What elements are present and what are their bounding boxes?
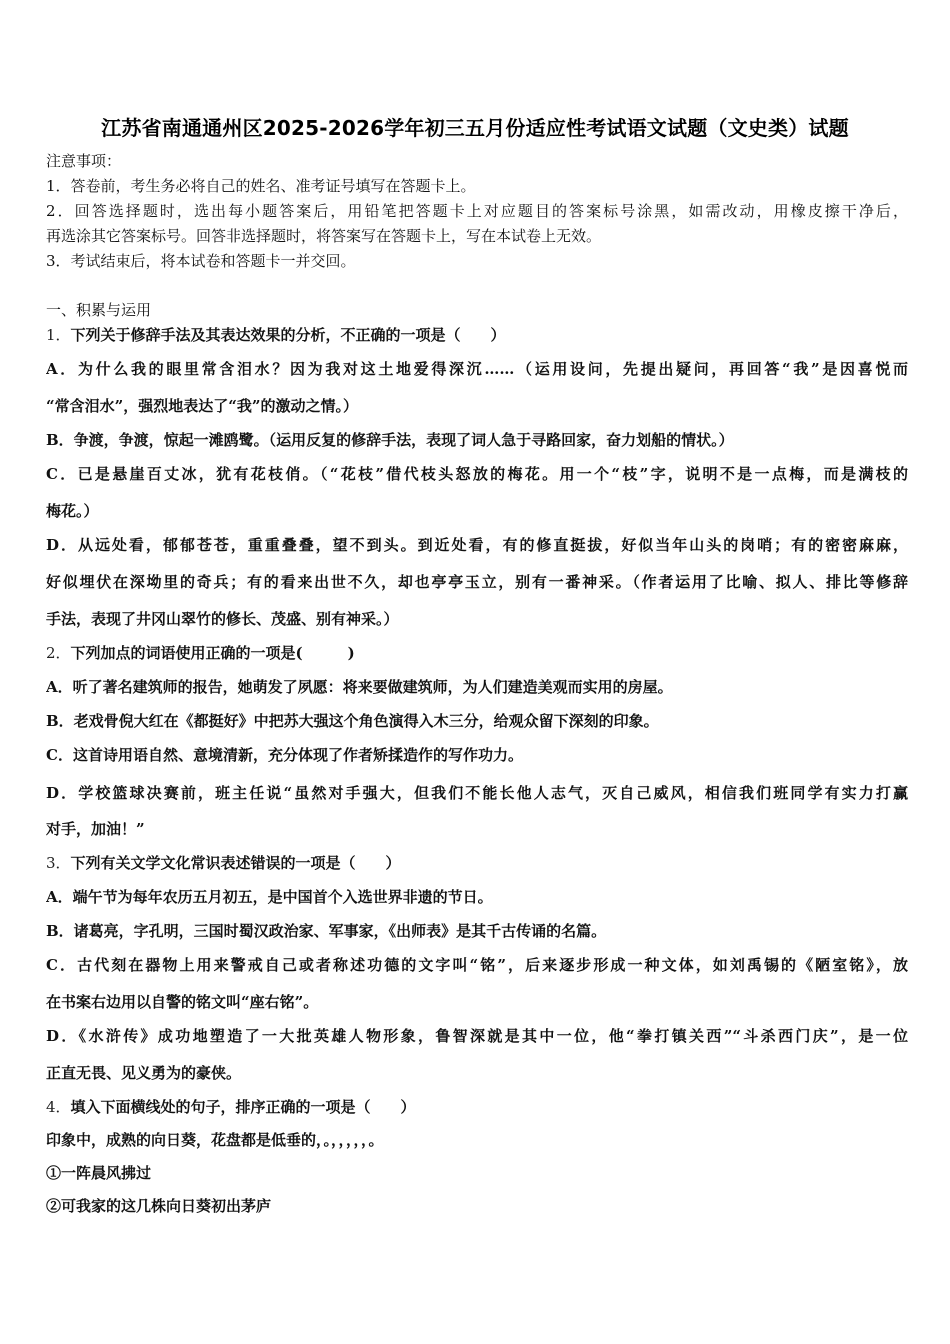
notice-item: 再选涂其它答案标号。回答非选择题时，将答案写在答题卡上，写在本试卷上无效。 <box>46 227 602 245</box>
question-text: 下列关于修辞手法及其表达效果的分析，不正确的一项是（ ） <box>70 326 506 344</box>
question-1-stem <box>46 325 908 345</box>
question-number: 2． <box>46 644 71 662</box>
section-heading: 一、积累与运用 <box>46 301 152 319</box>
question-number: 1． <box>46 326 71 344</box>
question-4-sentence: 印象中，成熟的向日葵，花盘都是低垂的，。，，，，，。 <box>46 1131 384 1149</box>
option-line: A．端午节为每年农历五月初五，是中国首个入选世界非遗的节日。 <box>46 888 493 906</box>
notice-item: 3．考试结束后，将本试卷和答题卡一并交回。 <box>46 252 356 270</box>
option-line: “常含泪水”，强烈地表达了“我”的激动之情。） <box>46 397 359 415</box>
question-4-clause: ②可我家的这几株向日葵初出茅庐 <box>46 1197 272 1215</box>
option-line: D．《水浒传》成功地塑造了一大批英雄人物形象，鲁智深就是其中一位，他“拳打镇关西”“斗杀西门庆”，是一位 <box>46 1027 908 1045</box>
option-line: C．这首诗用语自然、意境清新，充分体现了作者矫揉造作的写作功力。 <box>46 746 523 764</box>
question-number: 4． <box>46 1098 71 1116</box>
option-line: D．学校篮球决赛前，班主任说“虽然对手强大，但我们不能长他人志气，灭自己威风，相信我们班同学有实力打赢 <box>46 784 908 802</box>
option-line: 好似埋伏在深坳里的奇兵；有的看来出世不久，却也亭亭玉立，别有一番神采。（作者运用了比喻、拟人、排比等修辞 <box>46 573 908 591</box>
question-number: 3． <box>46 854 71 872</box>
question-text: 下列加点的词语使用正确的一项是( ) <box>70 644 355 662</box>
option-line: 梅花。） <box>46 502 99 520</box>
question-4-clause: ①一阵晨风拂过 <box>46 1164 152 1182</box>
question-4-stem <box>46 1097 908 1117</box>
option-line: A．为什么我的眼里常含泪水？因为我对这土地爱得深沉……（运用设问，先提出疑问，再回答“我”是因喜悦而 <box>46 360 908 378</box>
question-3-stem <box>46 853 908 873</box>
notice-heading: 注意事项： <box>46 152 122 170</box>
option-line: B．争渡，争渡，惊起一滩鸥鹭。（运用反复的修辞手法，表现了词人急于寻路回家，奋力划船的情状。） <box>46 431 734 449</box>
option-line: B．诸葛亮，字孔明，三国时蜀汉政治家、军事家，《出师表》是其千古传诵的名篇。 <box>46 922 607 940</box>
question-text: 下列有关文学文化常识表述错误的一项是（ ） <box>70 854 401 872</box>
option-line: D．从远处看，郁郁苍苍，重重叠叠，望不到头。到近处看，有的修直挺拔，好似当年山头的岗哨；有的密密麻麻， <box>46 536 908 554</box>
option-line: 手法，表现了井冈山翠竹的修长、茂盛、别有神采。） <box>46 610 399 628</box>
option-line: 正直无畏、见义勇为的豪侠。 <box>46 1064 242 1082</box>
option-line: A．听了著名建筑师的报告，她萌发了夙愿：将来要做建筑师，为人们建造美观而实用的房屋。 <box>46 678 673 696</box>
question-text: 填入下面横线处的句子，排序正确的一项是（ ） <box>70 1098 416 1116</box>
option-line: 对手，加油！” <box>46 820 145 838</box>
notice-item: 1．答卷前，考生务必将自己的姓名、准考证号填写在答题卡上。 <box>46 177 476 195</box>
question-2-stem <box>46 643 908 663</box>
option-line: B．老戏骨倪大红在《都挺好》中把苏大强这个角色演得入木三分，给观众留下深刻的印象。 <box>46 712 659 730</box>
option-line: C．已是悬崖百丈冰，犹有花枝俏。（“花枝”借代枝头怒放的梅花。用一个“枝”字，说明不是一点梅，而是满枝的 <box>46 465 908 483</box>
notice-item: 2．回答选择题时，选出每小题答案后，用铅笔把答题卡上对应题目的答案标号涂黑，如需改动，用橡皮擦干净后， <box>46 202 908 220</box>
option-line: 在书案右边用以自警的铭文叫“座右铭”。 <box>46 993 319 1011</box>
option-line: C．古代刻在器物上用来警戒自己或者称述功德的文字叫“铭”，后来逐步形成一种文体，如刘禹锡的《陋室铭》，放 <box>46 956 908 974</box>
page-title: 江苏省南通通州区2025-2026学年初三五月份适应性考试语文试题（文史类）试题 <box>101 116 849 140</box>
